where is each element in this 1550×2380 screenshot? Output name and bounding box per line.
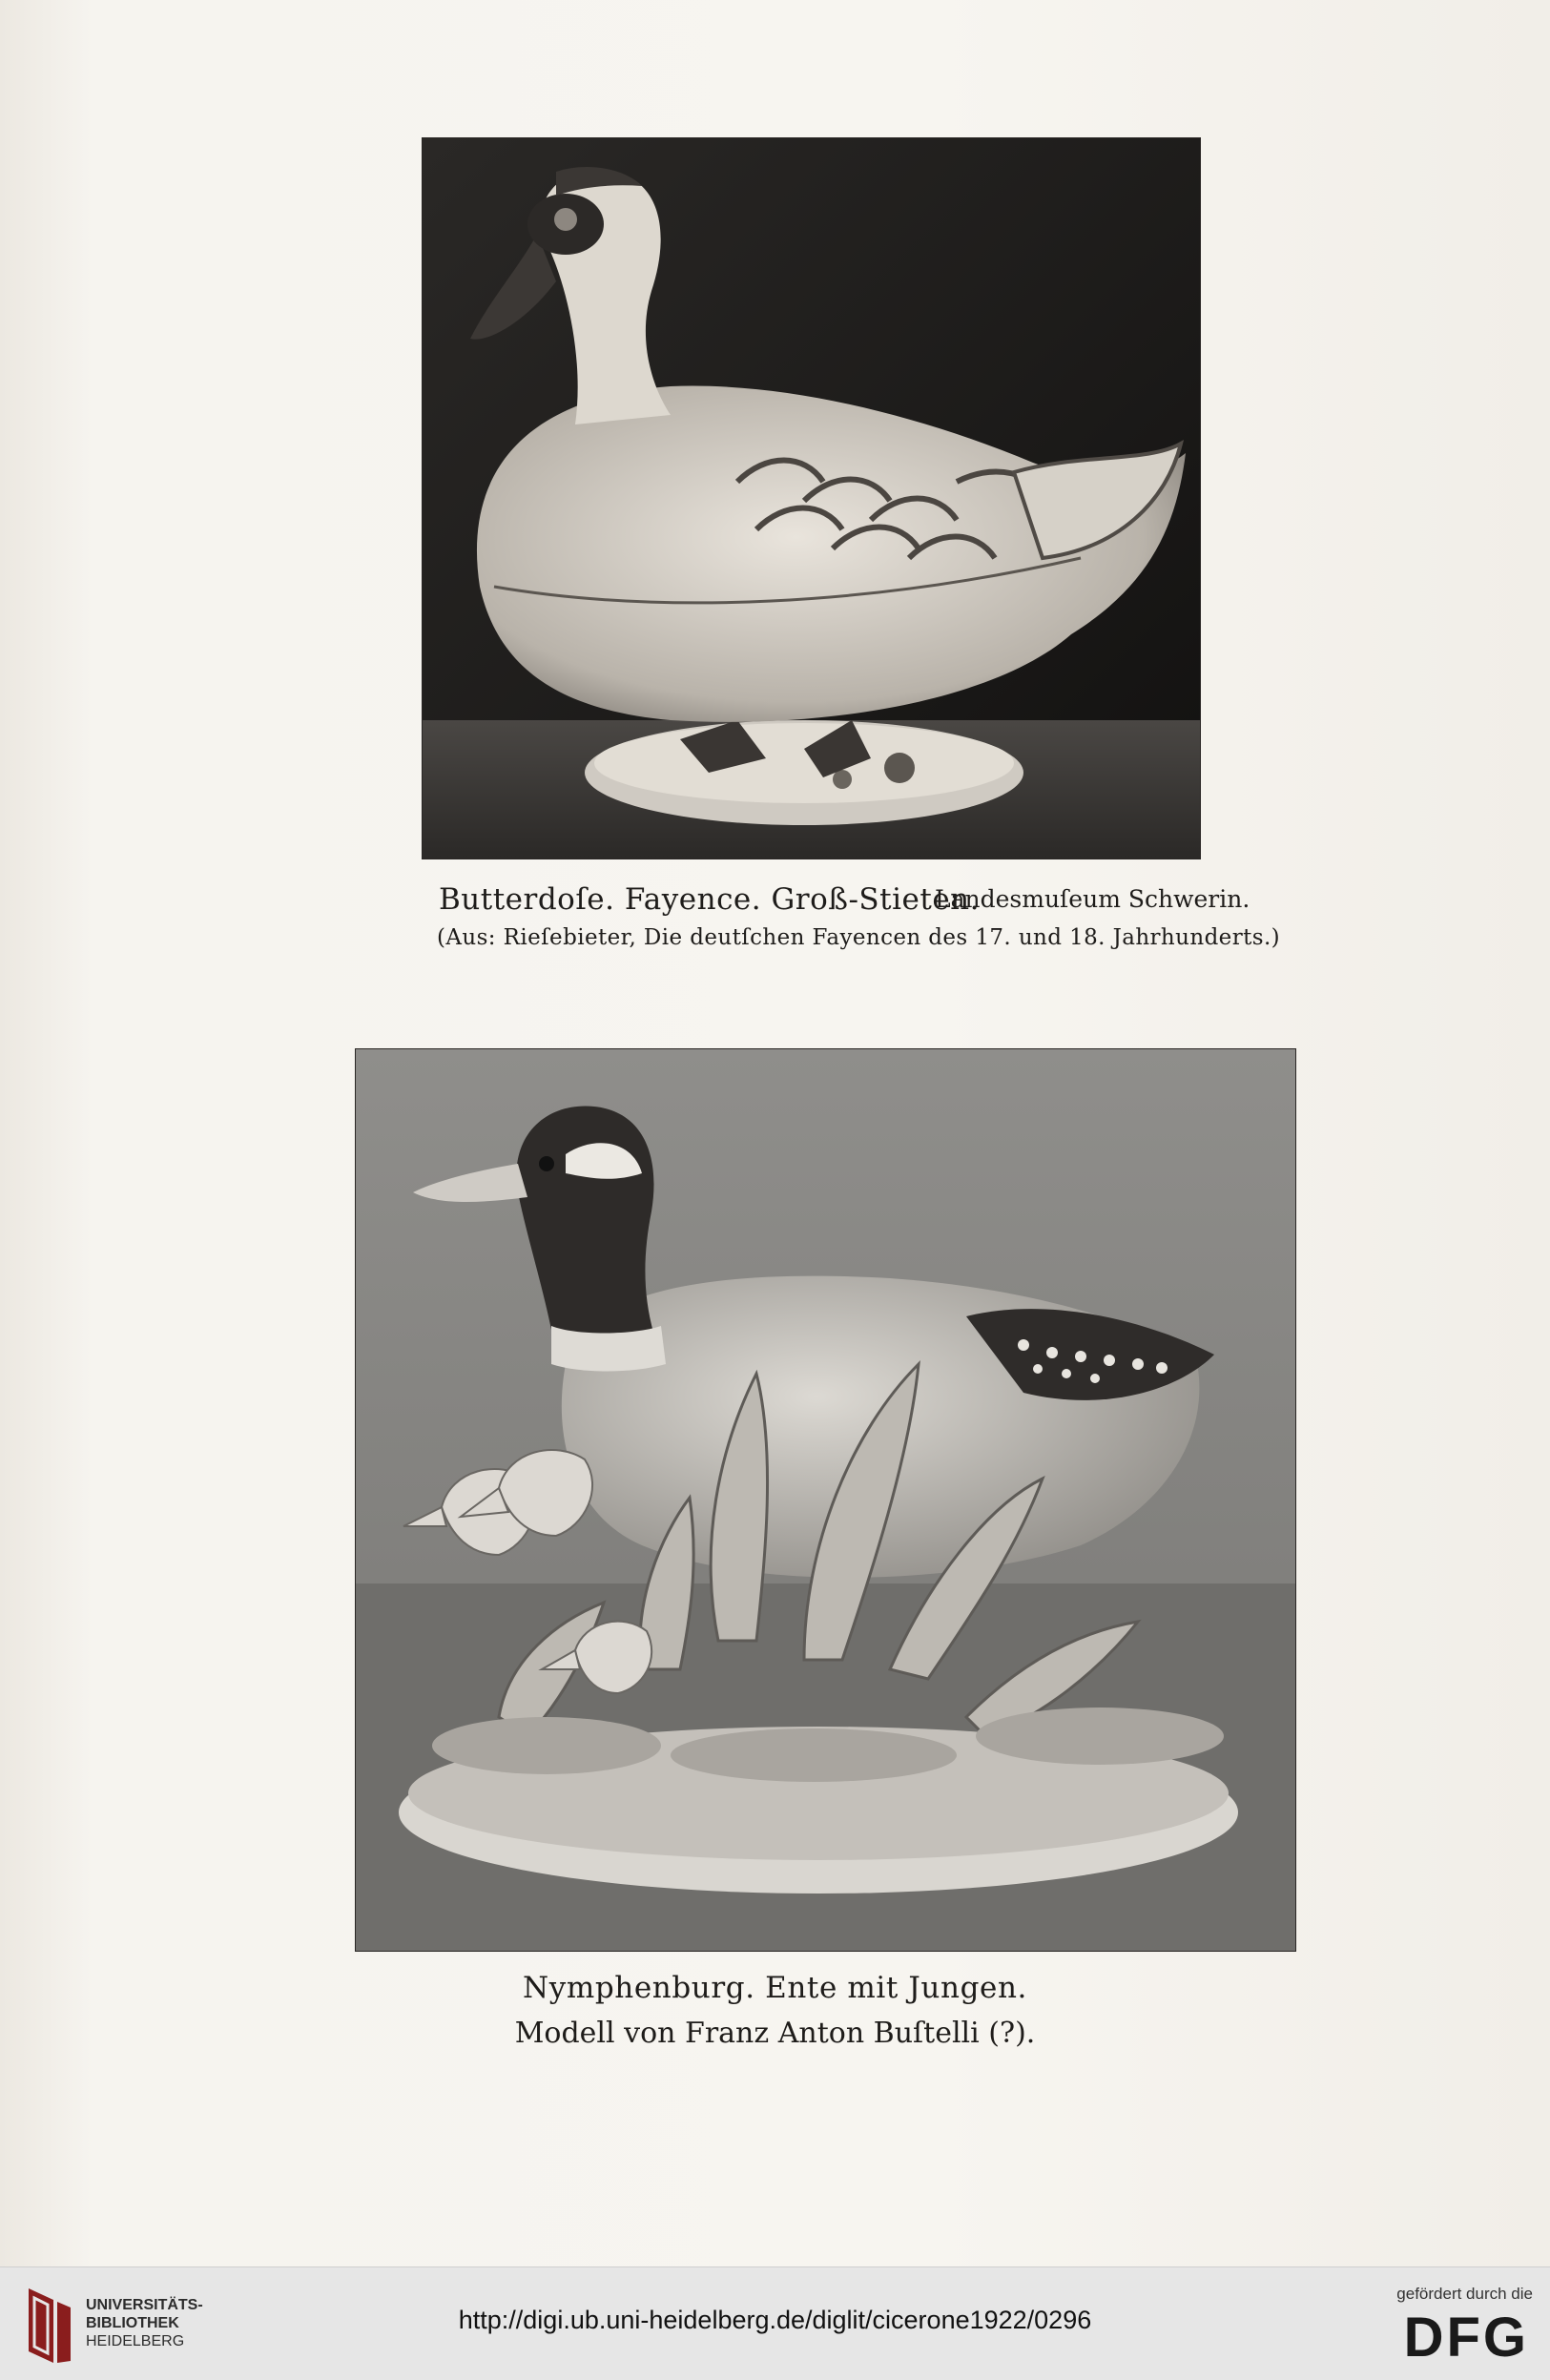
library-name-line3: HEIDELBERG	[86, 2333, 185, 2349]
caption-plate2-title: Nymphenburg. Ente mit Jungen.	[523, 1971, 1027, 2005]
caption-plate1-source: (Aus: Rieſebieter, Die deutſchen Fayencen des 17. und 18. Jahrhunderts.)	[437, 925, 1281, 950]
library-name-line1: UNIVERSITÄTS-	[86, 2297, 203, 2313]
dfg-logo: DFG	[1403, 2307, 1529, 2369]
digital-library-footer	[0, 2266, 1550, 2380]
butter-dish-duck-illustration	[423, 138, 1200, 859]
permalink-url[interactable]: http://digi.ub.uni-heidelberg.de/diglit/cicerone1922/0296	[458, 2306, 1092, 2334]
caption-plate1-title: Butterdoſe. Fayence. Groß-Stieten.	[439, 882, 980, 917]
caption-plate2-attribution: Modell von Franz Anton Buſtelli (?).	[514, 2017, 1036, 2050]
duck-with-ducklings-illustration	[356, 1049, 1295, 1951]
caption-plate1-museum: Landesmuſeum Schwerin.	[935, 885, 1250, 913]
photo-duck-with-ducklings	[356, 1049, 1295, 1951]
library-name-line2: BIBLIOTHEK	[86, 2315, 179, 2331]
funding-label: gefördert durch die	[1396, 2285, 1533, 2303]
photo-butter-dish-duck	[423, 138, 1200, 859]
